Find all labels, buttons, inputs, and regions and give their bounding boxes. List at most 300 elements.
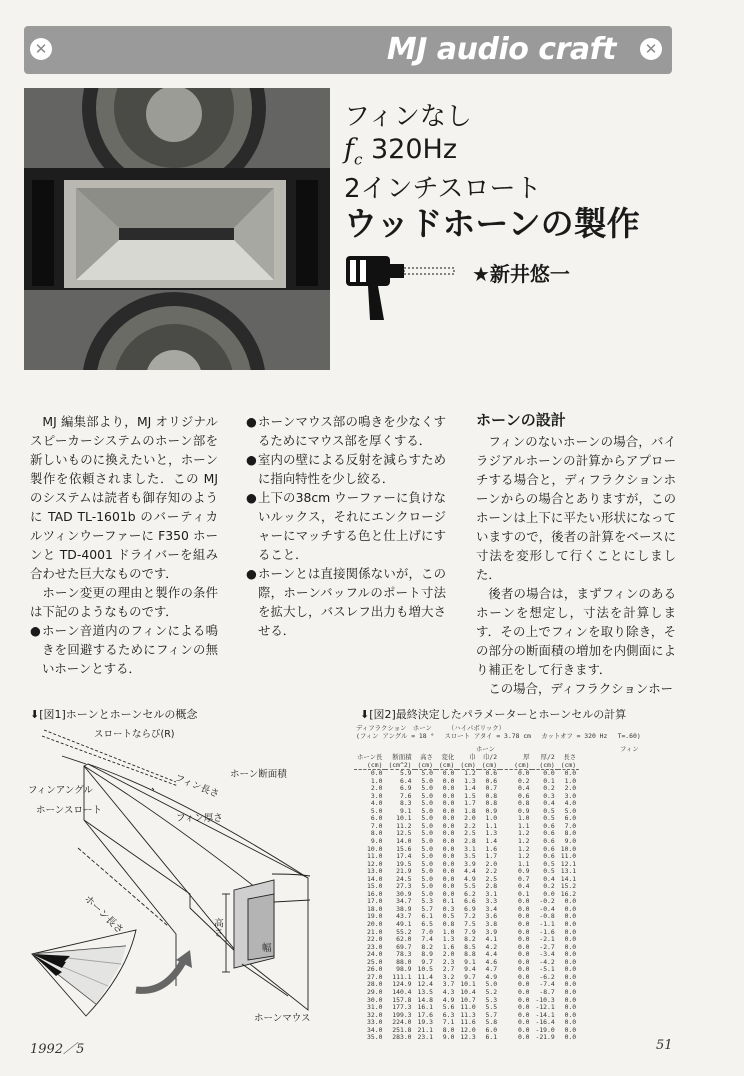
table-cell: 124.9 <box>392 980 412 989</box>
table-cell: 0.0 <box>442 814 455 823</box>
table-cell: 283.0 <box>392 1033 412 1042</box>
table-cell: 10.5 <box>417 965 433 974</box>
table-cell: 4.7 <box>485 965 498 974</box>
table-cell: 1.2 <box>517 829 530 838</box>
table-cell: 0.0 <box>442 769 455 778</box>
table-cell: 2.5 <box>464 829 476 838</box>
table-cell: 0.2 <box>543 784 555 793</box>
table-cell: 1.7 <box>464 799 476 808</box>
table-cell: 0.6 <box>543 837 555 846</box>
table-cell: -5.1 <box>539 965 555 974</box>
table-cell: 5.0 <box>421 784 433 793</box>
paragraph: 後者の場合は，まずフィンのあるホーンを想定し，寸法を計算します．その上でフィンを取り除き，その部分の断面積の増加を内側面により補正をして行きます． <box>476 586 676 677</box>
table-cell: 10.0 <box>560 844 577 853</box>
table-cell: 14.0 <box>396 837 412 846</box>
table-cell: 0.4 <box>543 799 555 808</box>
table-cell: 0.6 <box>543 821 555 830</box>
table-cell: -6.2 <box>539 972 555 981</box>
table-cell: 2.7 <box>442 965 455 974</box>
title-line-3: 2インチスロート <box>344 174 542 204</box>
table-cell: 5.0 <box>421 806 433 815</box>
table-cell: 0.0 <box>517 1018 530 1027</box>
table-cell: 5.3 <box>421 897 433 906</box>
table-cell: 0.2 <box>543 882 555 891</box>
table-cell: 0.0 <box>517 980 530 989</box>
table-cell: 0.0 <box>564 920 577 929</box>
table-cell: 0.0 <box>543 889 555 898</box>
table-cell: 11.4 <box>417 972 433 981</box>
table-cell: 1.3 <box>442 935 455 944</box>
table-cell: 17.4 <box>396 852 412 861</box>
table-cell: 1.6 <box>442 942 455 951</box>
table-cell: 11.2 <box>396 821 412 830</box>
table-cell: 0.0 <box>517 897 530 906</box>
column-header: (cm) <box>367 760 383 769</box>
column-header: ホーン長 <box>357 753 383 761</box>
horn-cell-diagram <box>26 724 342 1028</box>
table-cell: 0.0 <box>517 950 530 959</box>
table-cell: 16.1 <box>417 1003 433 1012</box>
table-cell: 0.0 <box>442 791 455 800</box>
table-cell: 9.7 <box>464 972 476 981</box>
column-header: 断面積 <box>392 753 412 761</box>
table-cell: 5.0 <box>421 799 433 808</box>
table-cell: 1.2 <box>517 837 530 846</box>
table-cell: 28.0 <box>367 980 383 989</box>
table-cell: 199.3 <box>392 1010 412 1019</box>
table-cell: 5.5 <box>464 882 476 891</box>
parameter-table <box>354 754 579 1042</box>
table-cell: 20.0 <box>367 920 383 929</box>
frequency-value: 320Hz <box>362 134 457 165</box>
table-cell: 1.6 <box>485 844 498 853</box>
table-cell: 17.6 <box>417 1010 433 1019</box>
table-cell: 88.0 <box>396 957 412 966</box>
table-cell: 3.0 <box>370 791 383 800</box>
table-cell: 0.0 <box>564 1025 577 1034</box>
column-header: 巾 <box>469 753 476 761</box>
table-cell: 2.8 <box>485 882 498 891</box>
table-cell: 5.0 <box>485 980 498 989</box>
table-cell: 3.4 <box>485 904 498 913</box>
column-header: (cm) <box>481 760 498 769</box>
bullet-item: ● 上下の38cm ウーファーに負けないルックス，それにエンクロージャーにマッチする色と仕上げにすること． <box>246 490 446 562</box>
table-cell: -4.2 <box>539 957 555 966</box>
table-cell: 29.0 <box>367 987 383 996</box>
body-column-2 <box>246 412 446 640</box>
table-cell: 0.0 <box>442 837 455 846</box>
parameter-table-wrap <box>354 754 579 1042</box>
table-cell: 2.0 <box>485 859 498 868</box>
info-line: ディフラクション ホーン （ハイパボリック） <box>356 724 506 732</box>
table-cell: 9.1 <box>399 806 412 815</box>
table-cell: 157.8 <box>392 995 412 1004</box>
column-header: (cm) <box>460 760 476 769</box>
table-cell: 5.0 <box>421 882 433 891</box>
info-line: (フィン アングル = 18 ° スロート アタイ = 3.78 cm カットオフ = 320 Hz T=.60) <box>356 732 641 740</box>
label-height: 高さ <box>212 918 223 937</box>
table-cell: 0.0 <box>564 912 577 921</box>
table-cell: 14.1 <box>560 874 577 883</box>
fc-symbol: f <box>344 134 354 165</box>
table-cell: 4.1 <box>485 935 498 944</box>
table-cell: 13.5 <box>417 987 433 996</box>
table-cell: -2.7 <box>539 942 555 951</box>
table-cell: -16.4 <box>535 1018 555 1027</box>
table-cell: 0.0 <box>564 1003 577 1012</box>
table-cell: 16.0 <box>367 889 383 898</box>
table-cell: -21.9 <box>535 1033 555 1042</box>
table-cell: 0.0 <box>517 965 530 974</box>
table-cell: 8.8 <box>464 950 476 959</box>
table-cell: 15.6 <box>396 844 412 853</box>
table-cell: 0.0 <box>442 806 455 815</box>
table-cell: 0.0 <box>442 784 455 793</box>
table-cell: 8.0 <box>442 1025 455 1034</box>
table-cell: 33.0 <box>367 1018 383 1027</box>
table-cell: 251.8 <box>392 1025 412 1034</box>
bullet-icon: ● <box>246 414 257 429</box>
table-cell: -0.4 <box>539 904 555 913</box>
table-cell: 0.0 <box>564 769 577 778</box>
table-cell: 0.0 <box>517 769 530 778</box>
table-cell: 5.5 <box>485 1003 498 1012</box>
column-header: 長さ <box>563 753 577 761</box>
table-cell: 2.8 <box>464 837 476 846</box>
table-cell: 6.3 <box>442 1010 455 1019</box>
speaker-horn-photo <box>24 88 330 370</box>
table-cell: 4.9 <box>442 995 455 1004</box>
figure-2-caption: ⬇[図2]最終決定したパラメーターとホーンセルの計算 <box>360 708 627 721</box>
table-cell: 2.0 <box>370 784 383 793</box>
bullet-item: ● ホーンとは直接関係ないが，この際，ホーンバッフルのポート寸法を拡大し，バスレフ出力も増大させる． <box>246 566 446 638</box>
table-cell: 49.1 <box>396 920 412 929</box>
table-cell: 7.0 <box>564 821 577 830</box>
table-cell: 0.7 <box>517 874 530 883</box>
table-cell: -7.4 <box>539 980 555 989</box>
table-cell: 4.4 <box>464 867 476 876</box>
bullet-item: ● ホーンマウス部の鳴きを少なくするためにマウス部を厚くする． <box>246 414 446 448</box>
table-cell: 0.8 <box>485 791 498 800</box>
group-label-fin: フィン <box>620 745 639 753</box>
table-cell: 0.4 <box>517 784 530 793</box>
table-cell: 1.0 <box>485 814 498 823</box>
table-cell: 1.0 <box>442 927 455 936</box>
bullet-icon: ● <box>30 623 41 638</box>
table-cell: 0.0 <box>564 965 577 974</box>
table-cell: 0.0 <box>442 776 455 785</box>
table-cell: -1.1 <box>539 920 555 929</box>
label-fin-angle: フィンアングル <box>28 785 93 796</box>
table-cell: 2.2 <box>485 867 498 876</box>
table-cell: 177.3 <box>392 1003 412 1012</box>
table-cell: 0.0 <box>564 995 577 1004</box>
table-cell: 0.0 <box>517 1003 530 1012</box>
table-cell: -19.0 <box>535 1025 555 1034</box>
table-cell: 11.6 <box>460 1018 476 1027</box>
table-cell: 32.0 <box>367 1010 383 1019</box>
table-cell: 5.0 <box>421 844 433 853</box>
table-cell: -1.6 <box>539 927 555 936</box>
table-cell: 38.9 <box>396 904 412 913</box>
table-cell: 0.6 <box>485 776 498 785</box>
table-cell: 13.1 <box>560 867 577 876</box>
table-cell: 1.0 <box>370 776 383 785</box>
table-cell: 27.0 <box>367 972 383 981</box>
table-cell: 22.0 <box>367 935 383 944</box>
table-cell: -0.8 <box>539 912 555 921</box>
table-cell: 0.0 <box>442 799 455 808</box>
table-cell: 4.9 <box>464 874 476 883</box>
table-cell: -12.1 <box>535 1003 555 1012</box>
table-cell: 23.0 <box>367 942 383 951</box>
label-fin-length: フィン長さ <box>173 772 221 801</box>
table-cell: 12.1 <box>560 859 577 868</box>
table-cell: 3.1 <box>485 889 498 898</box>
table-cell: 0.0 <box>517 995 530 1004</box>
table-cell: 5.0 <box>421 829 433 838</box>
table-cell: 26.0 <box>367 965 383 974</box>
table-cell: 5.0 <box>421 859 433 868</box>
table-cell: 3.3 <box>485 897 498 906</box>
table-cell: 19.5 <box>396 859 412 868</box>
table-cell: 0.0 <box>442 852 455 861</box>
table-cell: 69.7 <box>396 942 412 951</box>
table-cell: 12.0 <box>367 859 383 868</box>
table-cell: 14.0 <box>367 874 383 883</box>
table-cell: 1.2 <box>517 852 530 861</box>
table-cell: 0.0 <box>442 889 455 898</box>
table-cell: 6.0 <box>485 1025 498 1034</box>
table-cell: 0.0 <box>564 957 577 966</box>
table-cell: 3.5 <box>464 852 476 861</box>
table-cell: 17.0 <box>367 897 383 906</box>
group-label-horn: ホーン <box>476 745 496 753</box>
body-column-3 <box>476 408 676 698</box>
table-cell: 0.0 <box>564 950 577 959</box>
bullet-icon: ● <box>246 566 257 581</box>
table-cell: 2.5 <box>485 874 498 883</box>
table-cell: 1.1 <box>517 821 530 830</box>
table-cell: -0.2 <box>539 897 555 906</box>
table-cell: 6.9 <box>464 904 476 913</box>
section-heading: ホーンの設計 <box>476 411 566 429</box>
table-cell: 0.0 <box>442 874 455 883</box>
table-cell: 0.2 <box>517 776 530 785</box>
table-cell: 19.0 <box>367 912 383 921</box>
table-cell: 0.0 <box>564 935 577 944</box>
table-cell: 0.0 <box>517 927 530 936</box>
table-cell: 1.8 <box>464 806 476 815</box>
section-banner <box>24 26 672 74</box>
table-cell: 24.0 <box>367 950 383 959</box>
author-name: ★新井悠一 <box>472 262 570 286</box>
article-title: ウッドホーンの製作 <box>344 204 640 243</box>
table-cell: 9.0 <box>442 1033 455 1042</box>
label-horn-length: ホーン長さ <box>81 893 126 937</box>
table-cell: 7.4 <box>421 935 433 944</box>
table-cell: 3.7 <box>442 980 455 989</box>
table-cell: 5.2 <box>485 987 498 996</box>
table-cell: 0.0 <box>564 942 577 951</box>
table-cell: 4.3 <box>442 987 455 996</box>
close-circle-icon: ✕ <box>30 38 52 60</box>
table-cell: 0.0 <box>517 935 530 944</box>
table-cell: 0.0 <box>442 844 455 853</box>
table-cell: 5.0 <box>421 814 433 823</box>
table-cell: 98.9 <box>396 965 412 974</box>
table-cell: 16.2 <box>560 889 577 898</box>
column-header: 巾/2 <box>483 753 498 761</box>
bullet-icon: ● <box>246 490 257 505</box>
table-cell: 55.2 <box>396 927 412 936</box>
table-cell: -2.1 <box>539 935 555 944</box>
table-cell: 7.0 <box>421 927 433 936</box>
table-cell: 10.1 <box>396 814 412 823</box>
table-cell: 3.9 <box>485 927 498 936</box>
column-header: 変化 <box>441 753 455 761</box>
table-cell: 7.1 <box>442 1018 455 1027</box>
table-cell: 0.0 <box>564 1033 577 1042</box>
table-cell: 7.0 <box>370 821 383 830</box>
paragraph: この場合，ディフラクションホー <box>488 681 674 696</box>
table-cell: 15.0 <box>367 882 383 891</box>
label-throat-row: スロートならび(R) <box>94 729 175 740</box>
column-header: (cm) <box>539 760 555 769</box>
table-cell: 0.0 <box>564 972 577 981</box>
bullet-item: ● ホーン音道内のフィンによる鳴きを回避するためにフィンの無いホーンとする． <box>30 623 218 676</box>
table-cell: 0.5 <box>442 912 455 921</box>
title-cutoff-frequency <box>344 134 457 168</box>
drill-icon <box>344 248 464 328</box>
table-cell: 0.9 <box>485 806 498 815</box>
table-cell: 12.3 <box>460 1033 476 1042</box>
table-cell: 0.0 <box>442 882 455 891</box>
table-cell: -3.4 <box>539 950 555 959</box>
table-cell: 6.0 <box>564 814 577 823</box>
table-cell: 0.0 <box>517 957 530 966</box>
table-cell: 8.3 <box>399 799 412 808</box>
table-cell: 10.0 <box>367 844 383 853</box>
table-cell: 4.0 <box>370 799 383 808</box>
table-cell: 4.9 <box>485 972 498 981</box>
table-cell: 21.9 <box>396 867 412 876</box>
table-cell: 43.7 <box>396 912 412 921</box>
column-header: (cm) <box>560 760 577 769</box>
table-cell: 10.7 <box>460 995 476 1004</box>
table-cell: 0.0 <box>543 769 555 778</box>
table-cell: 0.0 <box>517 1010 530 1019</box>
table-cell: 1.3 <box>464 776 476 785</box>
table-cell: 12.0 <box>460 1025 476 1034</box>
table-cell: 2.0 <box>442 950 455 959</box>
table-cell: 21.1 <box>417 1025 433 1034</box>
table-cell: 11.0 <box>560 852 577 861</box>
table-cell: 0.7 <box>485 784 498 793</box>
column-header: 厚 <box>523 753 530 761</box>
table-cell: 224.0 <box>392 1018 412 1027</box>
table-cell: 24.5 <box>396 874 412 883</box>
table-cell: 9.7 <box>421 957 433 966</box>
table-cell: 0.0 <box>517 920 530 929</box>
table-cell: 0.0 <box>517 987 530 996</box>
table-cell: 0.0 <box>517 972 530 981</box>
table-cell: 6.1 <box>485 1033 498 1042</box>
table-cell: 0.0 <box>517 1025 530 1034</box>
table-cell: 0.0 <box>517 1033 530 1042</box>
table-cell: 0.5 <box>543 806 555 815</box>
column-header: (cm) <box>438 760 455 769</box>
table-cell: 0.0 <box>517 942 530 951</box>
table-cell: 0.0 <box>442 821 455 830</box>
table-cell: 7.9 <box>464 927 476 936</box>
table-row <box>354 1034 579 1042</box>
table-cell: 5.0 <box>421 874 433 883</box>
column-header: 厚/2 <box>540 753 555 761</box>
label-horn-throat: ホーンスロート <box>36 805 103 816</box>
table-cell: 5.7 <box>485 1010 498 1019</box>
table-cell: 21.0 <box>367 927 383 936</box>
table-cell: 9.0 <box>370 837 383 846</box>
table-cell: 0.6 <box>543 844 555 853</box>
page-number: 51 <box>656 1038 673 1053</box>
table-cell: 18.0 <box>367 904 383 913</box>
table-cell: 1.0 <box>564 776 577 785</box>
table-cell: 2.0 <box>464 814 476 823</box>
table-cell: 1.2 <box>464 769 476 778</box>
paragraph: フィンのないホーンの場合，バイラジアルホーンの計算からアプローチする場合と，ディフラクションホーンからの場合とありますが，このホーンは上下に平たい形状になっていますので，後者の計算をベースに寸法を変形して行くことにしました． <box>476 434 676 582</box>
label-fin-thickness: フィン厚さ <box>176 813 223 824</box>
bullet-item: ● 室内の壁による反射を減らすために指向特性を少し絞る． <box>246 452 446 486</box>
table-cell: 8.0 <box>564 829 577 838</box>
table-cell: 10.4 <box>460 987 476 996</box>
table-cell: 11.0 <box>460 1003 476 1012</box>
table-cell: 11.0 <box>367 852 383 861</box>
table-cell: 9.0 <box>564 837 577 846</box>
paragraph: MJ 編集部より，MJ オリジナルスピーカーシステムのホーン部を新しいものに換えたいと，ホーン製作を依頼されました．この MJ のシステムは読者も御存知のように TAD TL-1601b のバーティカルツィンウーファーに F350 ホーンと TD-4001 ドライバーを組み合わせた巨大なものです． <box>30 414 218 581</box>
table-cell: 15.2 <box>560 882 577 891</box>
table-cell: 3.0 <box>564 791 577 800</box>
table-cell: 5.7 <box>421 904 433 913</box>
table-cell: 1.7 <box>485 852 498 861</box>
paragraph: ホーン変更の理由と製作の条件は下記のようなものです． <box>30 585 218 619</box>
table-cell: 5.3 <box>485 995 498 1004</box>
table-cell: 0.0 <box>442 867 455 876</box>
table-cell: 2.2 <box>464 821 476 830</box>
table-cell: 6.5 <box>421 920 433 929</box>
table-cell: 0.1 <box>442 897 455 906</box>
table-cell: 30.0 <box>367 995 383 1004</box>
table-cell: 23.1 <box>417 1033 433 1042</box>
table-cell: 5.0 <box>370 806 383 815</box>
table-cell: 140.4 <box>392 987 412 996</box>
table-cell: 35.0 <box>367 1033 383 1042</box>
table-cell: 6.0 <box>370 814 383 823</box>
table-cell: 0.0 <box>564 904 577 913</box>
table-cell: 8.9 <box>421 950 433 959</box>
table-cell: 1.1 <box>517 859 530 868</box>
table-cell: 31.0 <box>367 1003 383 1012</box>
table-cell: 6.2 <box>464 889 476 898</box>
table-cell: 2.3 <box>442 957 455 966</box>
table-cell: 30.9 <box>396 889 412 898</box>
table-cell: 8.2 <box>464 935 476 944</box>
table-cell: 8.5 <box>464 942 476 951</box>
bullet-icon: ● <box>246 452 257 467</box>
table-cell: 0.0 <box>564 1018 577 1027</box>
table-cell: 0.0 <box>564 927 577 936</box>
table-cell: 0.8 <box>517 799 530 808</box>
